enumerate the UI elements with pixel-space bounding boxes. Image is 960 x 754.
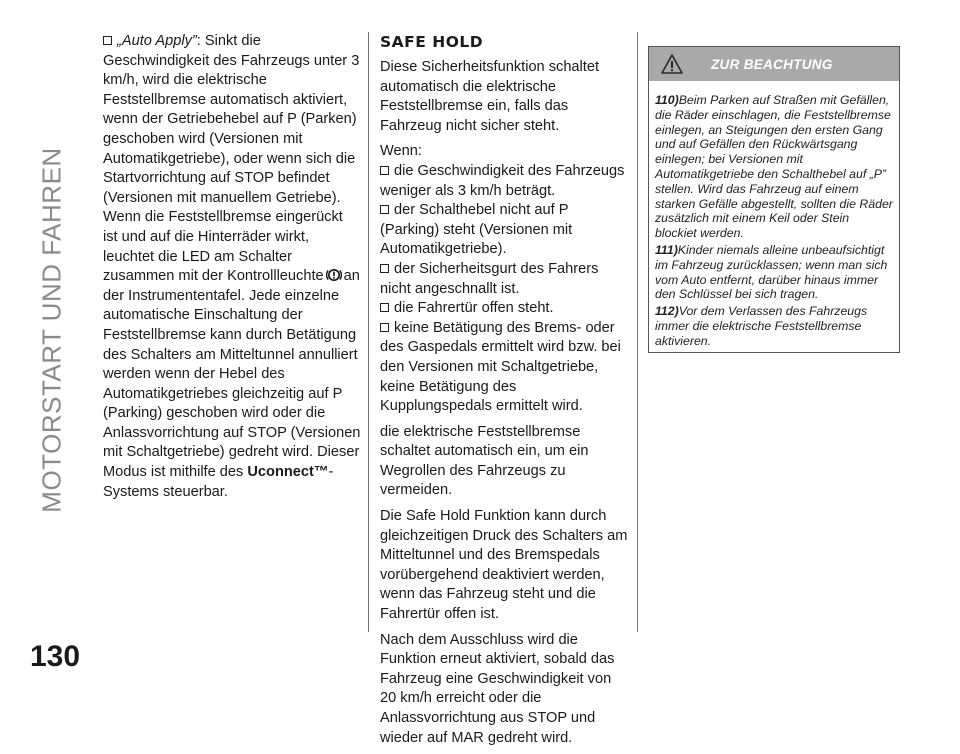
warning-triangle-icon [661,53,683,75]
column-divider [637,32,638,632]
list-item: keine Betätigung des Brems- oder des Gaspedals ermittelt wird bzw. bei den Versionen mit Schaltgetriebe, keine Betätigung des Kupplungspedals ermittelt wird. [380,319,621,415]
list-item: der Schalthebel nicht auf P (Parking) steht (Versionen mit Automatikgetriebe). [380,202,573,258]
note-item: 110)Beim Parken auf Straßen mit Gefällen, die Räder einschlagen, die Feststellbremse einlegen, an Steigungen den ersten Gang und auf Gefällen den Rückwärtsgang einlegen; bei Versionen mit Automatikgetriebe den Schalthebel auf „P” stellen. Wird das Fahrzeug auf einem starken Gefälle abgestellt, sollten die Räder zusätzlich mit einem Keil oder Stein blockiet werden. [655,93,893,241]
checkbox-bullet-icon [380,264,389,273]
condition-list [380,162,628,417]
text-column-middle [380,32,628,754]
uconnect-brand: Uconnect™ [247,464,329,481]
text-column-left [103,32,361,508]
checkbox-bullet-icon [380,303,389,312]
body-paragraph: die elektrische Feststellbremse schaltet automatisch ein, um ein Wegrollen des Fahrzeugs zu vermeiden. [380,423,589,499]
section-side-title: MOTORSTART UND FAHREN [36,147,67,513]
note-item: 112)Vor dem Verlassen des Fahrzeugs immer die elektrische Feststellbremse aktivieren. [655,304,868,348]
section-heading: SAFE HOLD [380,33,484,51]
checkbox-bullet-icon [380,323,389,332]
intro-paragraph: Diese Sicherheitsfunktion schaltet automatisch die elektrische Feststellbremse ein, falls das Fahrzeug nicht sicher steht. [380,59,600,134]
checkbox-bullet-icon [380,205,389,214]
warning-box [648,46,900,353]
brake-warning-icon [326,267,342,283]
list-item: der Sicherheitsgurt des Fahrers nicht angeschnallt ist. [380,260,599,297]
note-item: 111)Kinder niemals alleine unbeaufsichtigt im Fahrzeug zurücklassen; wenn man sich vom Auto entfernt, darüber hinaus immer den Schlüssel bei sich tragen. [655,242,888,302]
auto-apply-paragraph: „Auto Apply”: Sinkt die Geschwindigkeit des Fahrzeugs unter 3 km/h, wird die elektrische Feststellbremse automatisch aktiviert, wenn der Getriebehebel auf P (Parken) geschoben wird (Versionen mit Automatikgetriebe), oder wenn sich die Startvorrichtung auf STOP befindet (Versionen mit manuellem Getriebe). Wenn die Feststellbremse eingerückt ist und auf die Hinterräder wirkt, leuchtet die LED am Schalter zusammen mit der Kontrollleuchte an der Instrumententafel. Jede einzelne automatische Einschaltung der Feststellbremse kann durch Betätigung des Schalters am Mitteltunnel annulliert werden wenn der Hebel des Automatikgetriebes gleichzeitig auf P (Parking) geschoben wird oder die Anlassvorrichtung auf STOP (Versionen mit Schaltgetriebe) gedreht wird. Dieser Modus ist mithilfe des Uconnect™-Systems steuerbar. [103,33,361,500]
page-number: 130 [30,640,81,673]
warning-box-title: ZUR BEACHTUNG [711,57,833,72]
warning-box-body [649,81,899,349]
checkbox-bullet-icon [380,166,389,175]
auto-apply-label: „Auto Apply” [117,33,197,49]
wenn-label: Wenn: [380,143,422,160]
checkbox-bullet-icon [103,36,112,45]
list-item: die Geschwindigkeit des Fahrzeugs weniger als 3 km/h beträgt. [380,162,625,199]
warning-box-header [649,47,899,81]
body-paragraph: Nach dem Ausschluss wird die Funktion erneut aktiviert, sobald das Fahrzeug eine Geschwindigkeit von 20 km/h erreicht oder die Anlassvorrichtung aus STOP und wieder auf MAR gedreht wird. [380,631,615,746]
column-divider [368,32,369,632]
list-item: die Fahrertür offen steht. [380,299,628,319]
body-paragraph: Die Safe Hold Funktion kann durch gleichzeitigen Druck des Schalters am Mitteltunnel und des Bremspedals vorübergehend deaktiviert werden, wenn das Fahrzeug steht und die Fahrertür offen ist. [380,508,628,623]
